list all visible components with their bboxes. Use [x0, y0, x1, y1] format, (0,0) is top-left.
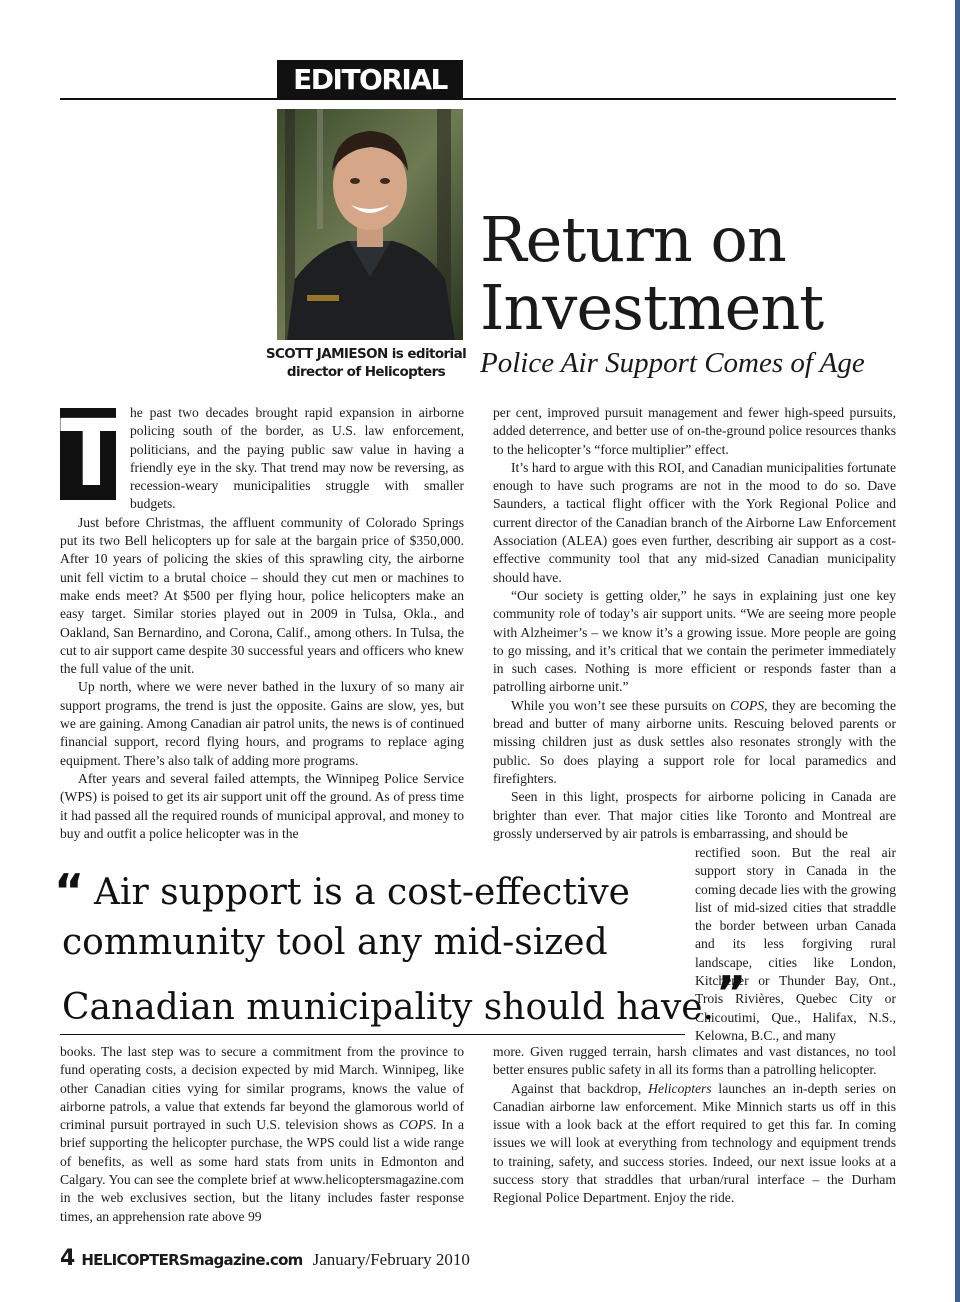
headline-line-2: Investment: [480, 271, 824, 344]
paragraph: per cent, improved pursuit management and fewer high-speed pursuits, added deterrence, and better use of on-the-ground police resources thanks to the helicopter’s “force multiplier” effect.: [493, 405, 896, 457]
page-number: 4: [60, 1246, 76, 1271]
subheadline: Police Air Support Comes of Age: [480, 347, 865, 379]
paragraph: more. Given rugged terrain, harsh climates and vast distances, no tool better ensures public safety in all its forms than a patrolling helicopter.: [493, 1044, 896, 1078]
paragraph: Just before Christmas, the affluent community of Colorado Springs put its two Bell helicopters up for sale at the bargain price of $350,000. After 10 years of policing the skies of this sprawling city, the airborne unit fell victim to a brutal choice – should they cut men or machines to make ends meet? At $500 per flying hour, police helicopters make an easy target. Similar stories played out in 2009 in Tulsa, Okla., and Oakland, San Bernardino, and Corona, Calif., among others. In Tulsa, the cut to air support came despite 30 successful years and officers who knew the full value of the unit.: [60, 514, 464, 677]
pull-quote-text: Canadian municipality should have.: [62, 987, 715, 1028]
section-label: EDITORIAL: [277, 60, 463, 99]
page-footer: [60, 1246, 470, 1271]
paragraph: Seen in this light, prospects for airborne policing in Canada are brighter than ever. That major cities like Toronto and Montreal are grossly underserved by air patrols is embarrassing, and should be: [493, 789, 896, 841]
paragraph: rectified soon. But the real air support story in Canada in the coming decade lies with the growing list of mid-sized cities that straddle the border between urban Canada and its less forgiving rural landscape, cities like London, Kitchener or Thunder Bay, Ont., Trois Rivières, Quebec City or Chicoutimi, Que., Halifax, N.S., Kelowna, B.C., and many: [695, 845, 896, 1043]
paragraph: [493, 1080, 896, 1208]
header-rule: [60, 98, 896, 100]
magazine-title: Helicopters: [648, 1080, 712, 1096]
magazine-url: HELICOPTERSmagazine.com: [81, 1251, 303, 1269]
paragraph: It’s hard to argue with this ROI, and Canadian municipalities fortunate enough to have such programs are not in the mood to do so. Dave Saunders, a tactical flight officer with the York Regional Police and current director of the Canadian branch of the Airborne Law Enforcement Association (ALEA) goes even further, describing air support as a cost-effective community tool that any mid-sized Canadian municipality should have.: [493, 459, 896, 585]
pull-quote: [54, 864, 747, 1033]
paragraph: [60, 1043, 464, 1226]
body-column-right-bottom: [493, 1043, 896, 1208]
show-title: COPS: [399, 1117, 434, 1133]
author-photo: [277, 109, 463, 340]
paragraph: “Our society is getting older,” he says in explaining just one key community role of today’s air support units. “We are seeing more people with Alzheimer’s – we know it’s a growing issue. More people are going to go missing, and it’s critical that we contain the perimeter immediately in such cases. Nothing is more efficient or responds faster than a patrolling airborne unit.”: [493, 587, 896, 695]
body-column-left-bottom: [60, 1043, 464, 1226]
text-run: . In a brief supporting the helicopter purchase, the WPS could list a wide range of benefits, as well as some hard stats from units in Edmonton and Calgary. You can see the complete brief at www.helicoptersmagazine.com in the web exclusives section, but the litany includes faster response times, an apprehension rate above 99: [60, 1117, 465, 1224]
close-quote-mark: ”: [716, 966, 747, 1020]
text-run: books. The last step was to secure a commitment from the province to fund operating costs, a decision expected by mid March. Winnipeg, like other Canadian cities vying for similar programs, knows the value of airborne patrols, a value that extends far beyond the glamorous world of criminal pursuit portrayed in such U.S. television shows as: [60, 1044, 464, 1133]
page-edge-bar: [955, 0, 960, 1302]
pull-quote-line: community tool any mid-sized: [62, 922, 608, 963]
open-quote-mark: “: [54, 864, 85, 918]
paragraph: [493, 697, 896, 788]
paragraph: Up north, where we were never bathed in the luxury of so many air support programs, the trend is just the opposite. Gains are slow, yes, but we are gaining. Among Canadian air patrol units, the news is of continued financial support, record flying hours, and programs to replace aging equipment. There’s also talk of adding more programs.: [60, 679, 464, 768]
pull-quote-line: [62, 966, 747, 1033]
text-run: While you won’t see these pursuits on: [511, 697, 731, 713]
text-run: , they are becoming the bread and butter of many airborne units. Rescuing beloved parents or missing children just as dusk settles also resonates strongly with the public. So does playing a support role for local paramedics and firefighters.: [493, 697, 897, 786]
body-column-left-top: [60, 400, 464, 843]
pull-quote-line: Air support is a cost-effective: [94, 872, 630, 913]
show-title: COPS: [730, 697, 765, 713]
paragraph: he past two decades brought rapid expansion in airborne policing south of the border, as U.S. law enforcement, politicians, and the paying public saw value in having a friendly eye in the sky. That trend may now be reversing, as recession-weary municipalities struggle with smaller budgets.: [130, 405, 464, 512]
pull-quote-rule: [60, 1034, 685, 1035]
drop-cap: T: [60, 400, 123, 507]
photo-caption: SCOTT JAMIESON is editorial director of Helicopters: [265, 346, 467, 380]
body-column-right-top: [493, 404, 896, 843]
headline-line-1: Return on: [480, 203, 786, 276]
text-run: Against that backdrop,: [511, 1080, 649, 1096]
text-run: launches an in-depth series on Canadian airborne law enforcement. Mike Minnich starts us off in this issue with a look back at the effort required to get this far. In coming issues we will look at everything from technology and equipment trends to training, safety, and success stories. Indeed, our next issue looks at a success story that straddles that urban/rural interface – the Durham Regional Police Department. Enjoy the ride.: [493, 1080, 896, 1206]
paragraph: After years and several failed attempts, the Winnipeg Police Service (WPS) is poised to get its air support unit off the ground. As of press time it had passed all the required rounds of municipal approval, and money to buy and outfit a police helicopter was in the: [60, 770, 464, 841]
issue-date: January/February 2010: [312, 1250, 470, 1269]
headline: [480, 203, 950, 344]
